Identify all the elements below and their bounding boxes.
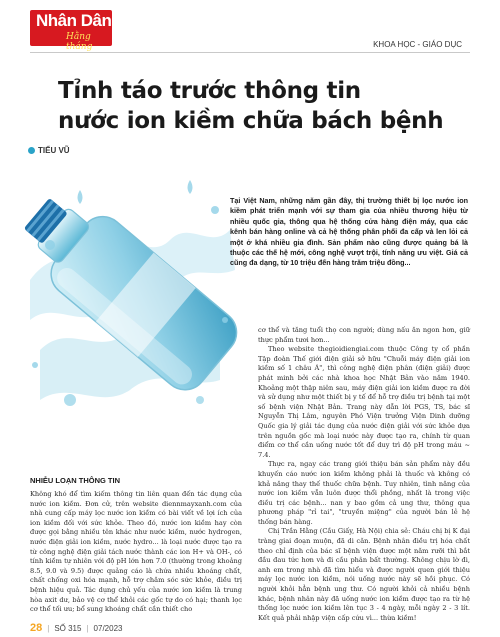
article-column-left: [30, 490, 242, 615]
newspaper-logo: [30, 10, 112, 52]
body-paragraph: Thực ra, ngay các trang giới thiệu bán sản phẩm này đều khuyến cáo nước ion kiềm không phải là thuốc và không có khả năng thay thế thuốc chữa bệnh. Tuy nhiên, tình năng của nước ion kiềm vẫn luôn được thổi phồng, nhất là trong việc điều trị các bệnh... nan y bao gồm cả ung thư, thông qua phương pháp "rỉ tai", "truyền miệng" của người bán lẻ hệ thống bán hàng.: [258, 460, 470, 526]
section-subhead: NHIỄU LOẠN THÔNG TIN: [30, 476, 120, 485]
header-divider: [30, 52, 470, 53]
body-paragraph: Theo website thegioidiengiai.com thuộc Công ty cổ phần Tập đoàn Thế giới điện giải sở hữu "Chuỗi máy điện giải ion kiềm số 1 châu Á", thì công nghệ điện phân (điện giải) được phát minh bởi các nhà khoa học Nhật Bản vào năm 1940. Khoảng một thập niên sau, máy điện giải ion kiềm được ra đời và sử dụng như một thiết bị y tế để hỗ trợ điều trị bệnh tại một số bệnh viện Nhật Bản. Trang này dẫn lời PGS, TS, bác sĩ Nguyễn Thị Lâm, nguyên Phó Viện trưởng Viện Dinh dưỡng Quốc gia lý giải tác dụng của nước điện giải với sức khỏe dựa trên nguồn gốc mà loại nước này được tạo ra, chính từ quan điểm cơ thể cần uống nước tốt để duy trì độ pH trong máu ~ 7.4.: [258, 345, 470, 459]
issue-number: SỐ 315: [54, 624, 82, 633]
body-paragraph: cơ thể và tăng tuổi thọ con người; dùng nấu ăn ngon hơn, giữ thực phẩm tươi hơn...: [258, 326, 470, 344]
article-title: [58, 76, 443, 136]
article-column-right: [258, 326, 470, 623]
issue-date: 07/2023: [93, 624, 123, 633]
water-bottle-illustration: [20, 150, 242, 450]
page-number: 28: [30, 622, 43, 634]
footer-separator: |: [86, 624, 89, 633]
title-line-1: Tỉnh táo trước thông tin: [58, 78, 361, 104]
body-paragraph: Chị Trần Hằng (Cầu Giấy, Hà Nội) chia sẻ: Cháu chị bị K đại tràng giai đoạn muộn, đã di căn. Bệnh nhân điều trị hóa chất theo chỉ định của bác sĩ bệnh viện được một năm rưỡi thì bắt đầu đau tức hơn và đi cầu phân bất thường. Không chịu lờ đi, anh em trong nhà đã tìm hiểu và được người quen giới thiệu máy lọc nước ion kiềm, nói uống nước này sẽ hồi phục. Có người khỏi hẳn bệnh ung thư. Có người khỏi cả nhiều bệnh khác, bệnh nhân này đã uống nước ion kiềm được tạo ra từ hệ thống lọc nước ion kiềm lên tục 3 - 4 ngày, mỗi ngày 2 - 3 lít. Kết quả phải nhập viện cấp cứu vì... thừa kiềm!: [258, 527, 470, 622]
logo-title: Nhân Dân: [36, 11, 112, 30]
author-name: TIỂU VŨ: [38, 146, 70, 155]
page-footer: [30, 622, 122, 634]
article-sapo: Tại Việt Nam, những năm gần đây, thị trường thiết bị lọc nước ion kiềm phát triển mạnh với sự tham gia của nhiều thương hiệu từ nhiều quốc gia, thông qua hệ thống cửa hàng điện máy, qua các kênh bán hàng online và cả hệ thống phân phối đa cấp và len lỏi cả một ở khá nhiều gia đình. Sản phẩm nào cũng được quảng bá là thuộc các thế hệ mới, công nghệ vượt trội, tính năng ưu việt. Giá cả cũng đa dạng, từ 10 triệu đến hàng trăm triệu đồng...: [230, 196, 468, 268]
title-line-2: nước ion kiềm chữa bách bệnh: [58, 108, 444, 134]
footer-separator: |: [47, 624, 50, 633]
body-paragraph: Không khó để tìm kiếm thông tin liên quan đến tác dụng của nước ion kiềm. Đơn cử, trên website diennmayxanh.com của nhà cung cấp máy lọc nước ion kiềm có bài viết về lợi ích của ion kiềm đối với sức khỏe. Theo đó, nước ion kiềm hay còn được gọi bằng nhiều tên khác như nước kiềm, nước hydrogen, nước điện giải ion kiềm, nước hydro... là loại nước được tạo ra từ công nghệ điện giải tách nước thành các ion H+ và OH-, có tính kiềm tự nhiên với độ pH lớn hơn 7.0 (thường trong khoảng 8.5, 9.0 và 9.5) được quảng cáo là chứa nhiều khoáng chất, chất chống oxi hóa mạnh, hỗ trợ chăm sóc sức khỏe, điều trị bệnh hiệu quả. Tác dụng chủ yếu của nước ion kiềm là trung hòa axit dư, bảo vệ cơ thể khỏi các gốc tự do có hại; thanh lọc cơ thể tối ưu; bổ sung khoáng chất cần thiết cho: [30, 490, 242, 614]
section-label: KHOA HỌC - GIÁO DỤC: [373, 40, 462, 49]
logo-subtitle: Hằng tháng: [66, 32, 93, 52]
